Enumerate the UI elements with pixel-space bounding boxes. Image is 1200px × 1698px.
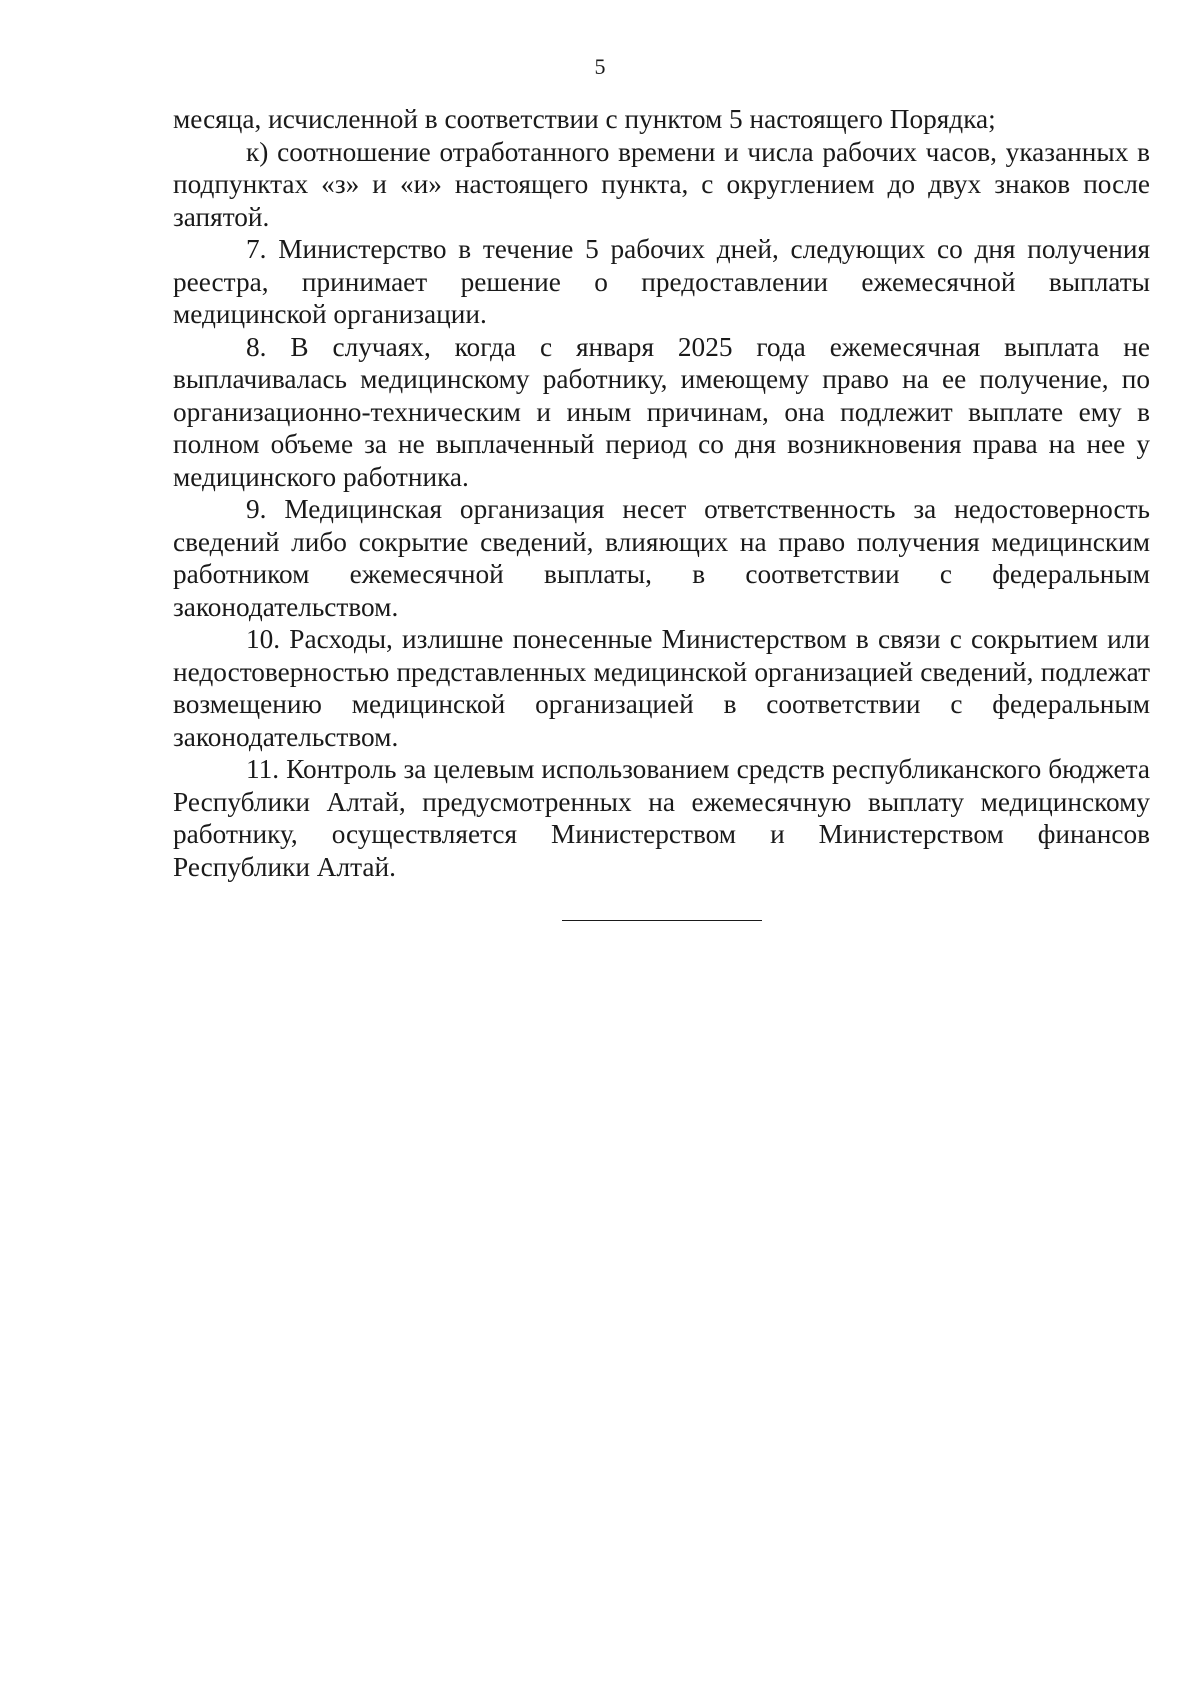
paragraph-item-7: 7. Министерство в течение 5 рабочих дней, следующих со дня получения реестра, принимает решение о предоставлении ежемесячной выплаты медицинской организации. xyxy=(173,234,1150,329)
paragraph-continuation: месяца, исчисленной в соответствии с пунктом 5 настоящего Порядка; xyxy=(173,104,996,134)
page-number: 5 xyxy=(594,54,606,79)
closing-divider xyxy=(562,920,762,921)
paragraph-item-8: 8. В случаях, когда с января 2025 года ежемесячная выплата не выплачивалась медицинскому работнику, имеющему право на ее получение, по организационно-техническим и иным причинам, она подлежит выплате ему в полном объеме за не выплаченный период со дня возникновения права на нее у медицинского работника. xyxy=(173,331,1150,492)
paragraph-item-10: 10. Расходы, излишне понесенные Министерством в связи с сокрытием или недостоверностью представленных медицинской организацией сведений, подлежат возмещению медицинской организацией в соответствии с федеральным законодательством. xyxy=(173,624,1150,752)
paragraph-subitem-k: к) соотношение отработанного времени и числа рабочих часов, указанных в подпунктах «з» и «и» настоящего пункта, с округлением до двух знаков после запятой. xyxy=(173,136,1150,232)
paragraph-item-11: 11. Контроль за целевым использованием средств республиканского бюджета Республики Алтай, предусмотренных на ежемесячную выплату медицинскому работнику, осуществляется Министерством и Министерством финансов Республики Алтай. xyxy=(173,754,1150,882)
document-body xyxy=(173,103,1150,883)
paragraph-item-9: 9. Медицинская организация несет ответственность за недостоверность сведений либо сокрытие сведений, влияющих на право получения медицинским работником ежемесячной выплаты, в соответствии с федеральным законодательством. xyxy=(173,494,1150,622)
